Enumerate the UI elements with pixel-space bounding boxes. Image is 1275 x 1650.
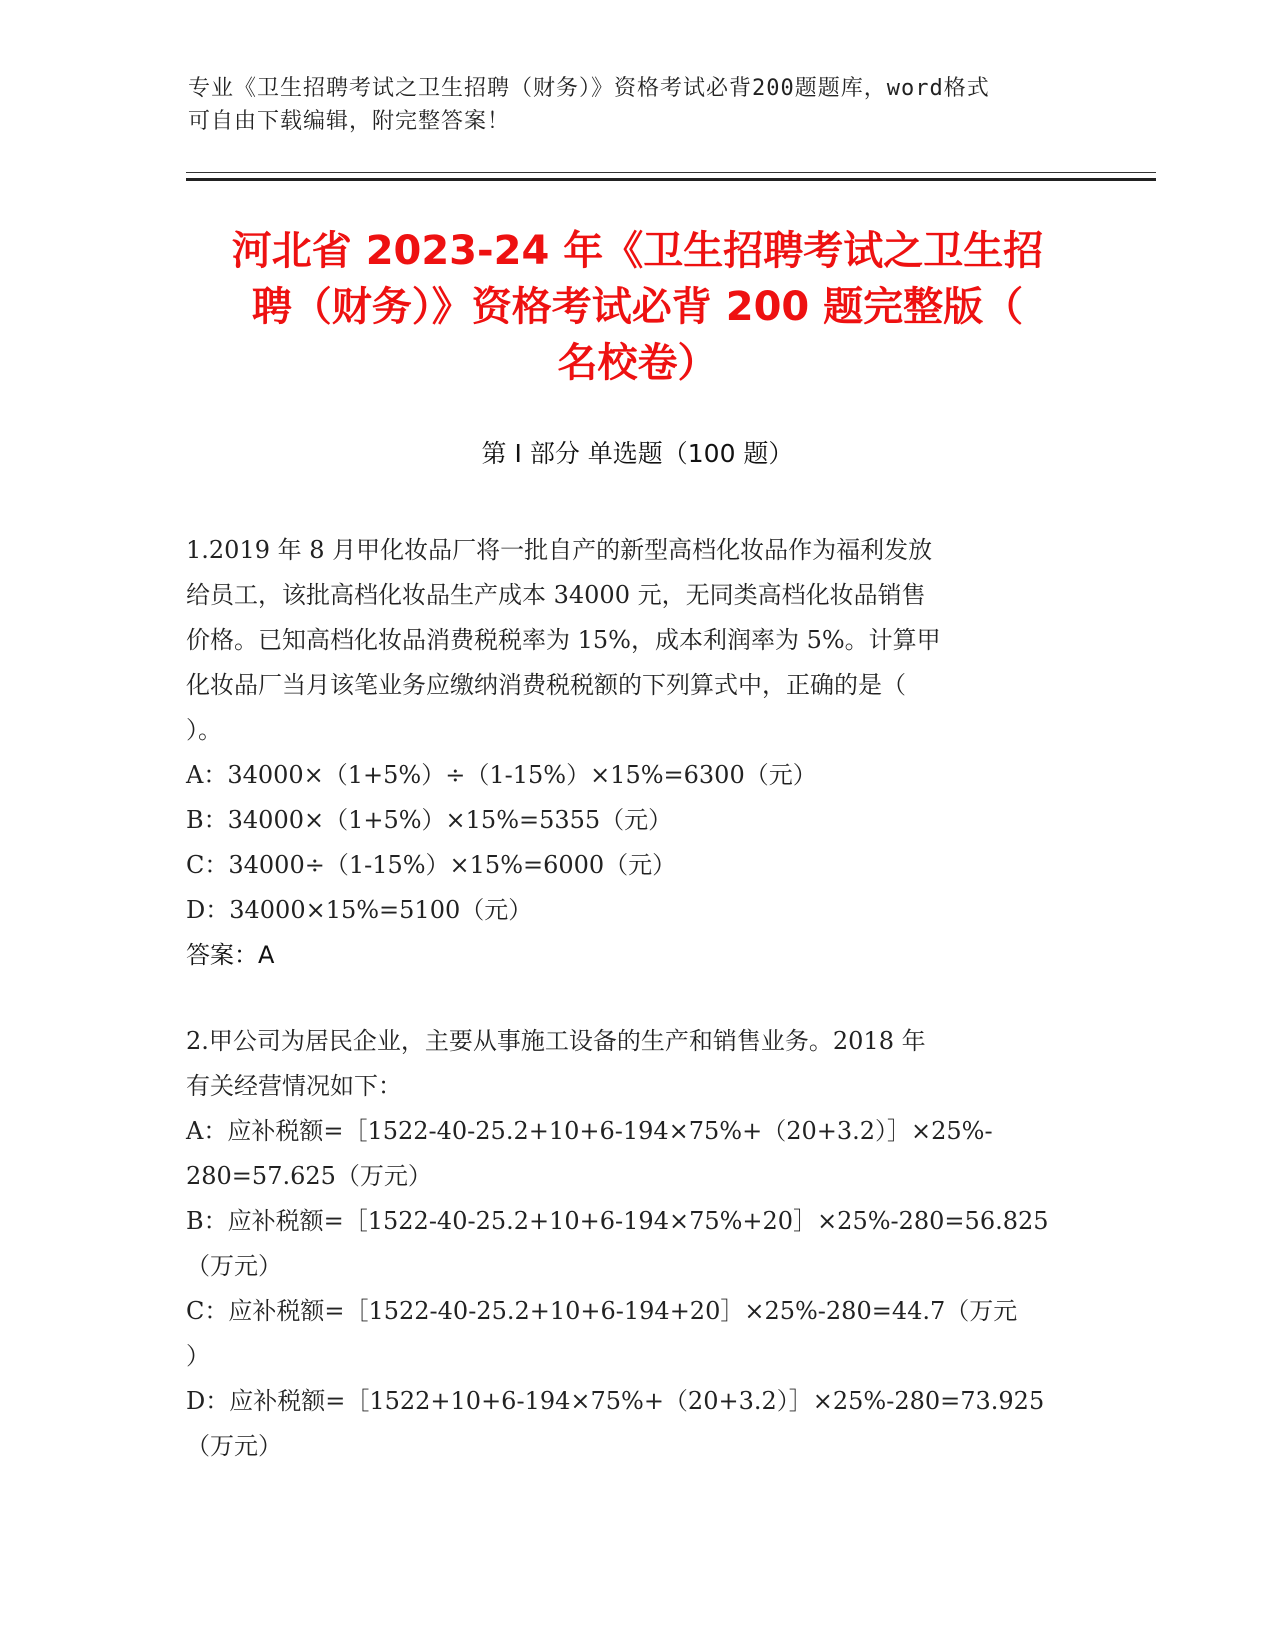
question-stem-line: 价格。已知高档化妆品消费税税率为 15%，成本利润率为 5%。计算甲 — [186, 626, 941, 654]
option-b-continued: （万元） — [186, 1252, 282, 1280]
option-d: D：应补税额=［1522+10+6-194×75%+（20+3.2）］×25%-280=73.925 — [186, 1387, 1045, 1415]
option-d-continued: （万元） — [186, 1432, 282, 1460]
title-line: 河北省 2023-24 年《卫生招聘考试之卫生招 — [231, 228, 1044, 274]
option-b: B：34000×（1+5%）×15%=5355（元） — [186, 806, 673, 834]
section-heading: 第 I 部分 单选题（100 题） — [481, 439, 794, 468]
question-spacer — [186, 978, 1086, 1019]
question-2 — [186, 1019, 1086, 1469]
option-c-continued: ） — [186, 1342, 210, 1370]
option-a-continued: 280=57.625（万元） — [186, 1162, 432, 1190]
question-stem-line: 有关经营情况如下： — [186, 1072, 402, 1100]
document-title — [150, 223, 1125, 391]
question-stem-line: 化妆品厂当月该笔业务应缴纳消费税税额的下列算式中，正确的是（ — [186, 671, 906, 699]
question-stem-line: 1.2019 年 8 月甲化妆品厂将一批自产的新型高档化妆品作为福利发放 — [186, 536, 933, 564]
option-c: C：34000÷（1-15%）×15%=6000（元） — [186, 851, 677, 879]
question-stem-line: ）。 — [186, 716, 222, 744]
option-a: A：应补税额=［1522-40-25.2+10+6-194×75%+（20+3.2）］×25%- — [186, 1117, 993, 1145]
option-c: C：应补税额=［1522-40-25.2+10+6-194+20］×25%-280=44.7（万元 — [186, 1297, 1018, 1325]
option-b: B：应补税额=［1522-40-25.2+10+6-194×75%+20］×25%-280=56.825 — [186, 1207, 1049, 1235]
option-d: D：34000×15%=5100（元） — [186, 896, 533, 924]
title-line: 聘（财务）》资格考试必背 200 题完整版（ — [251, 284, 1024, 330]
question-1 — [186, 528, 1086, 978]
header-note-line: 可自由下载编辑，附完整答案！ — [188, 109, 511, 134]
header-note-line: 专业《卫生招聘考试之卫生招聘（财务）》资格考试必背200题题库，word格式 — [188, 76, 990, 101]
question-list — [186, 528, 1086, 1469]
header-note — [188, 72, 1088, 138]
question-stem-line: 2.甲公司为居民企业，主要从事施工设备的生产和销售业务。2018 年 — [186, 1027, 926, 1055]
title-line: 名校卷） — [557, 340, 718, 386]
header-divider-thin — [186, 172, 1156, 173]
question-stem-line: 给员工，该批高档化妆品生产成本 34000 元，无同类高档化妆品销售 — [186, 581, 926, 609]
option-a: A：34000×（1+5%）÷（1-15%）×15%=6300（元） — [186, 761, 817, 789]
answer-label: 答案：A — [186, 941, 275, 969]
header-divider-thick — [186, 178, 1156, 181]
